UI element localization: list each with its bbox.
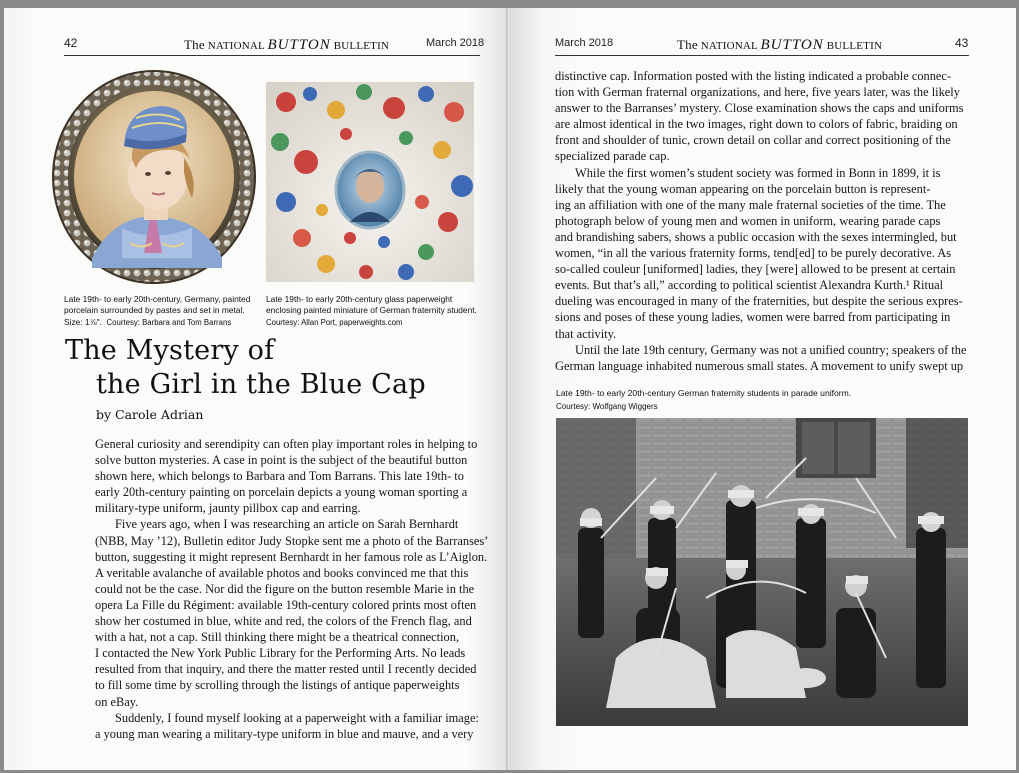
body-line: A veritable avalanche of available photos and books convinced me that this	[95, 565, 469, 580]
body-line: (NBB, May ’12), Bulletin editor Judy Stopke sent me a photo of the Barranses’	[95, 533, 489, 548]
header-rule	[555, 55, 969, 56]
page-number-right: 43	[955, 36, 969, 50]
body-line: events. But that’s all,” according to political scientist Alexandra Kurth.¹ Ritual	[555, 278, 944, 293]
running-head-left: The NATIONAL BUTTON BULLETIN	[184, 37, 390, 53]
body-line: German language inhabited numerous small states. A movement to unify swept up	[555, 358, 964, 373]
body-line: Five years ago, when I was researching an article on Sarah Bernhardt	[115, 517, 459, 532]
body-line: on eBay.	[95, 694, 139, 709]
body-line: General curiosity and serendipity can often play important roles in helping to	[95, 437, 478, 451]
body-line: with a hat, not a cap. Still thinking there might be a theatrical connection,	[95, 630, 460, 645]
body-line: solve button mysteries. A case in point is the subject of the beautiful button	[95, 453, 468, 468]
body-line: tion with German fraternal organizations, and here, five years later, was the likely	[555, 85, 960, 100]
body-line: and brandishing sabers, shows a public occasion with the sexes intermingled, but	[555, 229, 957, 244]
porcelain-button-image	[52, 68, 257, 286]
running-head-right: The NATIONAL BUTTON BULLETIN	[677, 37, 883, 53]
photo-caption: Late 19th- to early 20th-century German fraternity students in parade uniform.	[556, 388, 852, 398]
body-line: early 20th-century painting on porcelain depicts a young woman sporting a	[95, 485, 468, 500]
paperweight-image	[266, 82, 474, 282]
byline: by Carole Adrian	[96, 407, 204, 422]
body-line: so-called couleur [uniformed] ladies, they [were] allowed to be present at certain	[555, 262, 956, 277]
article-title-line2: the Girl in the Blue Cap	[96, 369, 426, 400]
right-body-text	[555, 68, 975, 374]
header-rule	[64, 55, 480, 56]
body-line: sions and poses of these young ladies, women were barred from participating in	[555, 310, 951, 325]
porcelain-caption: Late 19th- to early 20th-century, Germany, painted porcelain surrounded by pastes and set in metal. Size: 1⅞". Courtesy: Barbara and Tom Barrans	[64, 294, 251, 327]
body-line: photograph below of young men and women in uniform, wearing parade caps	[555, 213, 941, 228]
fraternity-photo	[556, 418, 968, 726]
body-line: to fill some time by scrolling through the listings of antique paperweights	[95, 678, 460, 693]
body-line: button, suggesting it might represent Bernhardt in her famous role as L’Aiglon.	[95, 549, 488, 564]
body-line: ing an affiliation with one of the many male fraternal societies of the time. The	[555, 197, 946, 212]
left-body-text	[95, 436, 491, 742]
issue-date-left: March 2018	[426, 37, 485, 49]
body-line: a young man wearing a military-type uniform in blue and mauve, and a very	[95, 726, 474, 741]
body-line: that activity.	[555, 326, 617, 341]
body-line: front and shoulder of tunic, crown detail on collar and correct positioning of the	[555, 133, 951, 148]
body-line: Suddenly, I found myself looking at a paperweight with a familiar image:	[115, 710, 479, 725]
body-line: opera La Fille du Régiment: available 19th-century colored prints most often	[95, 597, 477, 612]
body-line: answer to the Barranses’ mystery. Close examination shows the caps and uniforms	[555, 101, 964, 116]
photo-credit: Courtesy: Wolfgang Wiggers	[556, 402, 658, 411]
body-line: Until the late 19th century, Germany was not a unified country; speakers of the	[575, 342, 967, 357]
body-line: I contacted the New York Public Library for the Performing Arts. No leads	[95, 646, 466, 661]
body-line: women, “in all the various fraternity forms, tend[ed] to be purely decorative. As	[555, 246, 952, 261]
body-line: are almost identical in the two images, right down to colors of fabric, braiding on	[555, 117, 958, 132]
article-title-line1: The Mystery of	[65, 335, 275, 366]
paperweight-caption: Late 19th- to early 20th-century glass paperweight enclosing painted miniature of German fraternity student. Courtesy: Allan Port, paperweights.com	[266, 294, 477, 327]
body-line: show her costumed in blue, white and red, the colors of the French flag, and	[95, 614, 472, 629]
body-line: likely that the young woman appearing on the porcelain button is represent-	[555, 181, 931, 196]
body-line: military-type uniform, jaunty pillbox cap and earring.	[95, 501, 361, 516]
right-page	[510, 8, 1016, 770]
body-line: specialized parade cap.	[555, 149, 670, 164]
body-line: shown here, which belongs to Barbara and Tom Barrans. This late 19th- to	[95, 469, 464, 484]
body-line: could not be the case. Nor did the figure on the button resemble Marie in the	[95, 581, 475, 596]
body-line: distinctive cap. Information posted with the listing indicated a probable connec-	[555, 69, 952, 83]
body-line: resulted from that inquiry, and there the matter rested until I recently decided	[95, 662, 477, 677]
page-number-left: 42	[64, 36, 78, 50]
body-line: dueling was encouraged in many of the fraternities, but despite the serious expres-	[555, 294, 963, 309]
left-page	[4, 8, 508, 770]
body-line: While the first women’s student society was formed in Bonn in 1899, it is	[575, 165, 941, 180]
issue-date-right: March 2018	[555, 37, 614, 49]
